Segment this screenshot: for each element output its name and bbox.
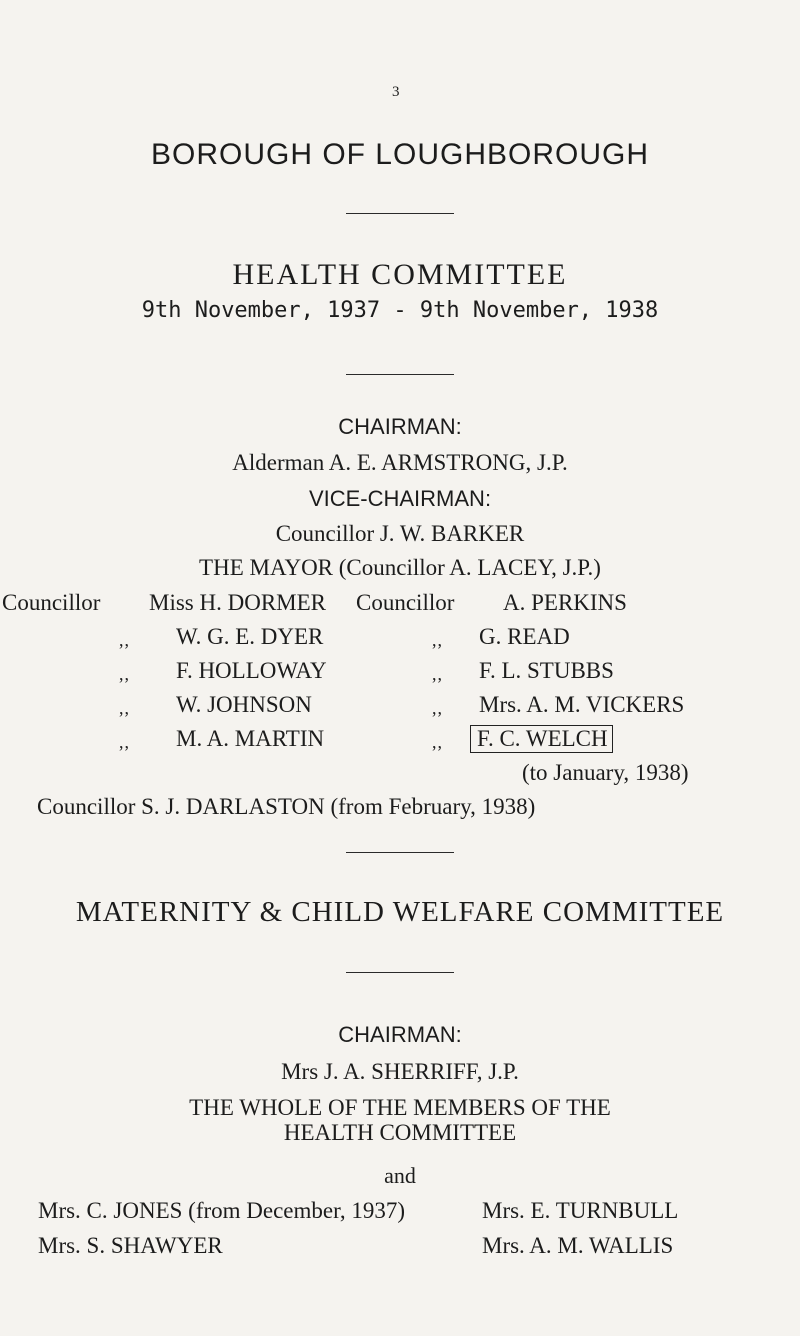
ditto-mark: ,, [119, 732, 130, 752]
member-name: Mrs. E. TURNBULL [482, 1198, 679, 1223]
member-name: F. HOLLOWAY [176, 658, 327, 683]
member-name: W. G. E. DYER [176, 624, 324, 649]
whole-members-line: THE WHOLE OF THE MEMBERS OF THE [189, 1095, 611, 1120]
ditto-mark: ,, [432, 664, 443, 684]
ditto-mark: ,, [119, 664, 130, 684]
member-name: Mrs. S. SHAWYER [38, 1233, 223, 1258]
and-word: and [384, 1163, 416, 1188]
ditto-mark: ,, [119, 698, 130, 718]
left-col-title: Councillor [2, 590, 101, 615]
member-name: G. READ [479, 624, 570, 649]
member-name: Mrs. A. M. WALLIS [482, 1233, 674, 1258]
whole-members-line: HEALTH COMMITTEE [283, 1120, 517, 1145]
welch-note: (to January, 1938) [522, 760, 689, 785]
health-committee-period: 9th November, 1937 - 9th November, 1938 [141, 298, 659, 323]
divider [346, 972, 454, 973]
vice-chairman-label: VICE-CHAIRMAN: [308, 486, 492, 511]
maternity-chairman-label: CHAIRMAN: [338, 1022, 462, 1047]
right-col-title: Councillor [356, 590, 455, 615]
member-name-welch: F. C. WELCH [470, 725, 613, 753]
member-name: Miss H. DORMER [149, 590, 327, 615]
ditto-mark: ,, [432, 732, 443, 752]
member-name: M. A. MARTIN [176, 726, 325, 751]
member-name: F. L. STUBBS [479, 658, 614, 683]
mayor-line: THE MAYOR (Councillor A. LACEY, J.P.) [199, 555, 601, 580]
maternity-chairman-name: Mrs J. A. SHERRIFF, J.P. [281, 1059, 519, 1084]
ditto-mark: ,, [432, 630, 443, 650]
member-name: W. JOHNSON [176, 692, 312, 717]
divider [346, 213, 454, 214]
ditto-mark: ,, [119, 630, 130, 650]
darlaston-line: Councillor S. J. DARLASTON (from February, 1938) [37, 794, 536, 819]
divider [346, 852, 454, 853]
divider [346, 374, 454, 375]
maternity-committee-title: MATERNITY & CHILD WELFARE COMMITTEE [75, 896, 725, 928]
health-committee-title: HEALTH COMMITTEE [232, 258, 568, 291]
chairman-label: CHAIRMAN: [338, 414, 462, 439]
member-name: A. PERKINS [503, 590, 627, 615]
borough-title: BOROUGH OF LOUGHBOROUGH [150, 138, 650, 171]
chairman-name: Alderman A. E. ARMSTRONG, J.P. [232, 450, 568, 475]
member-name: Mrs. C. JONES (from December, 1937) [38, 1198, 406, 1223]
vice-chairman-name: Councillor J. W. BARKER [275, 521, 525, 546]
ditto-mark: ,, [432, 698, 443, 718]
member-name: Mrs. A. M. VICKERS [479, 692, 685, 717]
page-number: 3 [392, 84, 400, 100]
